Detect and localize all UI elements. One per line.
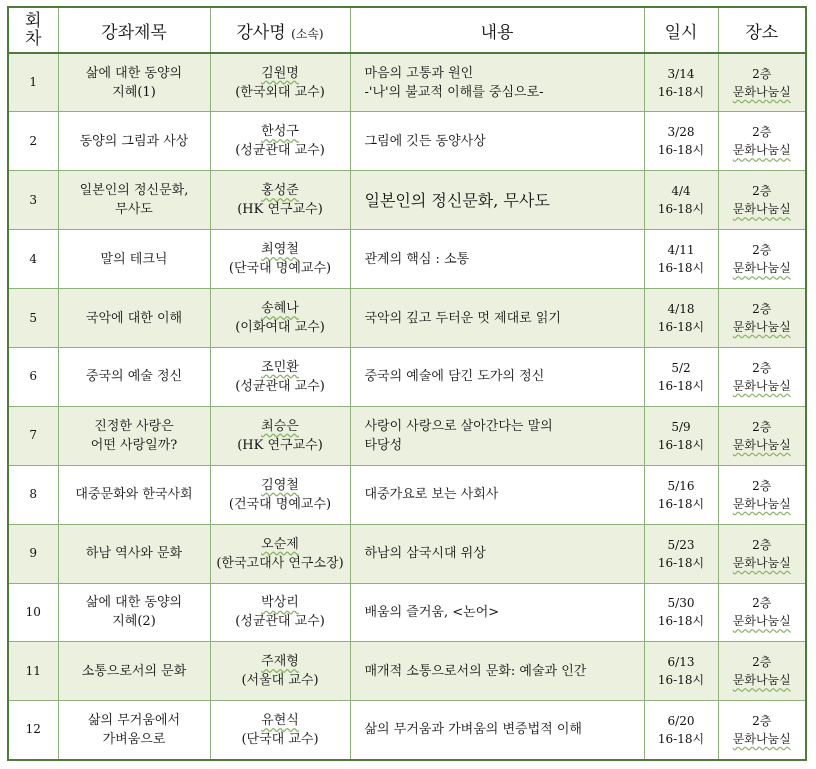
date-cell bbox=[644, 701, 718, 760]
time-text: 16-18시 bbox=[657, 614, 705, 629]
round-cell bbox=[8, 230, 58, 289]
speaker-affiliation: (서울대 교수) bbox=[241, 673, 319, 689]
speaker-affiliation: (성균관대 교수) bbox=[235, 614, 325, 630]
place-floor: 2층 bbox=[752, 125, 772, 140]
lecture-title-line: 삶에 대한 동양의 bbox=[85, 65, 183, 81]
title-cell bbox=[58, 465, 210, 524]
place-room: 문화나눔실 bbox=[732, 673, 791, 688]
title-cell bbox=[58, 701, 210, 760]
content-cell bbox=[350, 347, 644, 406]
content-cell bbox=[350, 524, 644, 583]
speaker-affiliation: (건국대 명예교수) bbox=[228, 496, 332, 512]
title-cell bbox=[58, 406, 210, 465]
place-room: 문화나눔실 bbox=[732, 555, 791, 570]
date-text: 5/2 bbox=[671, 360, 691, 375]
place-room: 문화나눔실 bbox=[732, 496, 791, 511]
date-text: 6/20 bbox=[667, 713, 695, 728]
table-row bbox=[8, 289, 806, 348]
lecture-title-line: 소통으로서의 문화 bbox=[81, 663, 187, 679]
place-floor: 2층 bbox=[752, 419, 772, 434]
time-text: 16-18시 bbox=[657, 84, 705, 99]
place-cell bbox=[718, 171, 806, 230]
title-cell bbox=[58, 583, 210, 642]
place-cell bbox=[718, 465, 806, 524]
place-floor: 2층 bbox=[752, 66, 772, 81]
round-number: 1 bbox=[29, 75, 38, 90]
round-number: 6 bbox=[29, 369, 38, 384]
place-room: 문화나눔실 bbox=[732, 84, 791, 99]
content-cell bbox=[350, 289, 644, 348]
content-line: 중국의 예술에 담긴 도가의 정신 bbox=[364, 369, 545, 385]
place-floor: 2층 bbox=[752, 302, 772, 316]
table-row bbox=[8, 347, 806, 406]
lecture-title-line: 말의 테크닉 bbox=[100, 251, 168, 267]
speaker-cell bbox=[210, 112, 350, 171]
content-cell bbox=[350, 171, 644, 230]
place-floor: 2층 bbox=[752, 243, 772, 258]
content-line: -'나'의 불교적 이해를 중심으로- bbox=[364, 84, 544, 100]
round-cell bbox=[8, 701, 58, 760]
date-cell bbox=[644, 289, 718, 348]
place-cell bbox=[718, 347, 806, 406]
content-cell bbox=[350, 406, 644, 465]
content-line: 대중가요로 보는 사회사 bbox=[364, 487, 499, 503]
place-floor: 2층 bbox=[752, 184, 772, 199]
time-text: 16-18시 bbox=[657, 731, 705, 746]
lecture-title-line: 하남 역사와 문화 bbox=[85, 546, 183, 562]
content-line: 하남의 삼국시대 위상 bbox=[364, 546, 486, 562]
speaker-cell bbox=[210, 347, 350, 406]
date-cell bbox=[644, 642, 718, 701]
speaker-affiliation: (한국고대사 연구소장) bbox=[216, 555, 344, 571]
header-speaker bbox=[210, 7, 350, 53]
lecture-schedule-table bbox=[7, 6, 807, 761]
title-cell bbox=[58, 230, 210, 289]
content-cell bbox=[350, 112, 644, 171]
speaker-cell bbox=[210, 524, 350, 583]
speaker-name: 홍성준 bbox=[261, 183, 299, 199]
header-content: 내용 bbox=[350, 7, 644, 53]
table-row bbox=[8, 53, 806, 112]
header-round bbox=[8, 7, 58, 53]
lecture-title-line: 일본인의 정신문화, bbox=[79, 183, 189, 199]
place-room: 문화나눔실 bbox=[732, 202, 791, 217]
date-cell bbox=[644, 583, 718, 642]
speaker-affiliation: (HK 연구교수) bbox=[237, 202, 323, 218]
content-cell bbox=[350, 583, 644, 642]
place-room: 문화나눔실 bbox=[732, 320, 791, 334]
speaker-affiliation: (HK 연구교수) bbox=[237, 437, 323, 453]
table-row bbox=[8, 642, 806, 701]
time-text: 16-18시 bbox=[657, 261, 705, 276]
content-line: 일본인의 정신문화, 무사도 bbox=[364, 190, 550, 210]
time-text: 16-18시 bbox=[657, 673, 705, 688]
speaker-cell bbox=[210, 583, 350, 642]
table-row bbox=[8, 112, 806, 171]
speaker-name: 송혜나 bbox=[261, 301, 299, 316]
lecture-title-line: 국악에 대한 이해 bbox=[85, 310, 183, 326]
content-line: 배움의 즐거움, <논어> bbox=[364, 604, 500, 620]
speaker-cell bbox=[210, 642, 350, 701]
content-line: 관계의 핵심 : 소통 bbox=[364, 251, 470, 267]
speaker-affiliation: (한국외대 교수) bbox=[235, 84, 325, 100]
title-cell bbox=[58, 347, 210, 406]
place-room: 문화나눔실 bbox=[732, 614, 791, 629]
speaker-cell bbox=[210, 289, 350, 348]
round-number: 12 bbox=[25, 722, 41, 737]
header-round-text: 회차 bbox=[25, 11, 42, 49]
speaker-name: 오순제 bbox=[261, 536, 299, 552]
speaker-cell bbox=[210, 465, 350, 524]
lecture-title-line: 삶에 대한 동양의 bbox=[85, 595, 183, 611]
table-row bbox=[8, 171, 806, 230]
table-row bbox=[8, 583, 806, 642]
header-title: 강좌제목 bbox=[58, 7, 210, 53]
place-cell bbox=[718, 230, 806, 289]
place-cell bbox=[718, 112, 806, 171]
date-text: 4/11 bbox=[667, 243, 695, 258]
date-text: 5/9 bbox=[671, 419, 691, 434]
date-cell bbox=[644, 465, 718, 524]
time-text: 16-18시 bbox=[657, 202, 705, 217]
speaker-name: 조민환 bbox=[261, 359, 299, 375]
lecture-title-line: 진정한 사랑은 bbox=[94, 418, 174, 434]
speaker-cell bbox=[210, 171, 350, 230]
round-cell bbox=[8, 171, 58, 230]
round-cell bbox=[8, 583, 58, 642]
round-cell bbox=[8, 347, 58, 406]
speaker-affiliation: (이화여대 교수) bbox=[235, 320, 325, 335]
table-row bbox=[8, 230, 806, 289]
lecture-title-line: 지혜(1) bbox=[112, 84, 156, 100]
date-text: 3/28 bbox=[667, 125, 695, 140]
content-line: 그림에 깃든 동양사상 bbox=[364, 133, 486, 149]
date-text: 5/16 bbox=[667, 478, 695, 493]
place-cell bbox=[718, 701, 806, 760]
date-text: 4/4 bbox=[671, 184, 691, 199]
speaker-affiliation: (성균관대 교수) bbox=[235, 378, 325, 394]
speaker-name: 김원명 bbox=[261, 65, 299, 81]
lecture-title-line: 삶의 무거움에서 bbox=[87, 712, 181, 728]
place-floor: 2층 bbox=[752, 713, 772, 728]
place-room: 문화나눔실 bbox=[732, 731, 791, 746]
header-place: 장소 bbox=[718, 7, 806, 53]
header-speaker-suffix: (소속) bbox=[291, 26, 324, 41]
time-text: 16-18시 bbox=[657, 378, 705, 393]
lecture-title-line: 무사도 bbox=[115, 202, 153, 218]
lecture-title-line: 동양의 그림과 사상 bbox=[79, 133, 189, 149]
speaker-cell bbox=[210, 53, 350, 112]
title-cell bbox=[58, 642, 210, 701]
date-cell bbox=[644, 524, 718, 583]
round-number: 2 bbox=[29, 133, 38, 148]
place-cell bbox=[718, 406, 806, 465]
date-cell bbox=[644, 171, 718, 230]
place-floor: 2층 bbox=[752, 360, 772, 375]
round-cell bbox=[8, 112, 58, 171]
time-text: 16-18시 bbox=[657, 143, 705, 158]
speaker-name: 주재형 bbox=[261, 654, 299, 670]
place-room: 문화나눔실 bbox=[732, 261, 791, 276]
time-text: 16-18시 bbox=[657, 555, 705, 570]
place-room: 문화나눔실 bbox=[732, 378, 791, 393]
content-cell bbox=[350, 465, 644, 524]
place-cell bbox=[718, 524, 806, 583]
round-cell bbox=[8, 465, 58, 524]
speaker-name: 최승은 bbox=[261, 418, 299, 434]
round-cell bbox=[8, 53, 58, 112]
schedule-body bbox=[8, 53, 806, 760]
date-cell bbox=[644, 53, 718, 112]
time-text: 16-18시 bbox=[657, 496, 705, 511]
content-line: 매개적 소통으로서의 문화: 예술과 인간 bbox=[364, 663, 587, 679]
speaker-cell bbox=[210, 406, 350, 465]
place-floor: 2층 bbox=[752, 478, 772, 493]
table-row bbox=[8, 406, 806, 465]
content-cell bbox=[350, 53, 644, 112]
speaker-name: 최영철 bbox=[261, 242, 299, 258]
title-cell bbox=[58, 53, 210, 112]
round-cell bbox=[8, 406, 58, 465]
header-date: 일시 bbox=[644, 7, 718, 53]
round-number: 9 bbox=[29, 546, 38, 561]
place-cell bbox=[718, 583, 806, 642]
speaker-name: 유현식 bbox=[261, 712, 299, 728]
place-cell bbox=[718, 289, 806, 348]
content-line: 타당성 bbox=[364, 437, 403, 453]
time-text: 16-18시 bbox=[657, 320, 705, 334]
round-cell bbox=[8, 289, 58, 348]
lecture-title-line: 지혜(2) bbox=[112, 614, 156, 630]
lecture-title-line: 대중문화와 한국사회 bbox=[75, 487, 193, 503]
content-line: 국악의 깊고 두터운 멋 제대로 읽기 bbox=[364, 310, 561, 326]
round-number: 11 bbox=[25, 663, 41, 678]
table-row bbox=[8, 701, 806, 760]
date-text: 6/13 bbox=[667, 655, 695, 670]
place-floor: 2층 bbox=[752, 537, 772, 552]
place-room: 문화나눔실 bbox=[732, 143, 791, 158]
title-cell bbox=[58, 171, 210, 230]
time-text: 16-18시 bbox=[657, 437, 705, 452]
round-number: 5 bbox=[29, 310, 38, 325]
round-number: 7 bbox=[29, 428, 38, 443]
title-cell bbox=[58, 112, 210, 171]
round-cell bbox=[8, 524, 58, 583]
content-line: 삶의 무거움과 가벼움의 변증법적 이해 bbox=[364, 722, 582, 738]
date-text: 5/23 bbox=[667, 537, 695, 552]
header-speaker-label: 강사명 bbox=[236, 22, 286, 43]
place-room: 문화나눔실 bbox=[732, 437, 791, 452]
date-cell bbox=[644, 230, 718, 289]
speaker-name: 한성구 bbox=[261, 124, 299, 140]
date-text: 5/30 bbox=[667, 596, 695, 611]
content-line: 사랑이 사랑으로 살아간다는 말의 bbox=[364, 418, 553, 434]
speaker-affiliation: (단국대 교수) bbox=[241, 731, 319, 747]
title-cell bbox=[58, 524, 210, 583]
content-line: 마음의 고통과 원인 bbox=[364, 65, 474, 81]
speaker-name: 김영철 bbox=[261, 477, 299, 493]
date-text: 4/18 bbox=[667, 302, 695, 316]
table-row bbox=[8, 465, 806, 524]
date-cell bbox=[644, 347, 718, 406]
round-cell bbox=[8, 642, 58, 701]
lecture-title-line: 가벼움으로 bbox=[102, 731, 166, 747]
speaker-cell bbox=[210, 230, 350, 289]
title-cell bbox=[58, 289, 210, 348]
header-row bbox=[8, 7, 806, 53]
content-cell bbox=[350, 642, 644, 701]
round-number: 4 bbox=[29, 251, 38, 266]
table-row bbox=[8, 524, 806, 583]
place-floor: 2층 bbox=[752, 596, 772, 611]
lecture-title-line: 어떤 사랑일까? bbox=[90, 437, 178, 453]
round-number: 8 bbox=[29, 487, 38, 502]
content-cell bbox=[350, 701, 644, 760]
place-floor: 2층 bbox=[752, 655, 772, 670]
speaker-name: 박상리 bbox=[261, 595, 299, 611]
lecture-title-line: 중국의 예술 정신 bbox=[85, 369, 183, 385]
round-number: 10 bbox=[25, 604, 41, 619]
place-cell bbox=[718, 642, 806, 701]
speaker-affiliation: (성균관대 교수) bbox=[235, 143, 325, 159]
speaker-affiliation: (단국대 명예교수) bbox=[228, 261, 332, 277]
date-cell bbox=[644, 406, 718, 465]
date-text: 3/14 bbox=[667, 66, 695, 81]
place-cell bbox=[718, 53, 806, 112]
date-cell bbox=[644, 112, 718, 171]
content-cell bbox=[350, 230, 644, 289]
speaker-cell bbox=[210, 701, 350, 760]
round-number: 3 bbox=[29, 192, 38, 207]
